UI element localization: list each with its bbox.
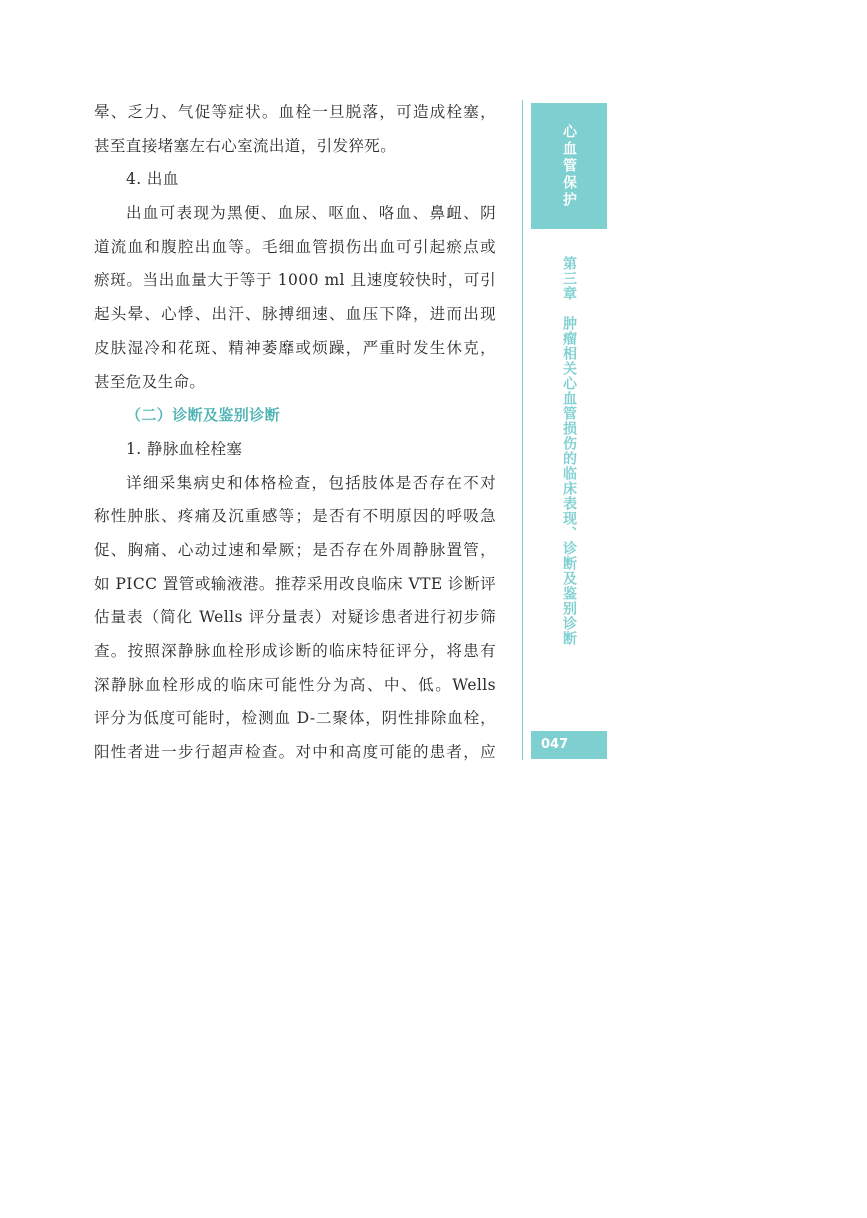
section-tab-label: 心血管保护 bbox=[561, 123, 577, 209]
text-line: 称性肿胀、疼痛及沉重感等；是否有不明原因的呼吸急 bbox=[94, 507, 496, 526]
text-line: 阳性者进一步行超声检查。对中和高度可能的患者，应 bbox=[94, 743, 496, 762]
text-line: 估量表（简化 Wells 评分量表）对疑诊患者进行初步筛 bbox=[94, 608, 496, 627]
text-line: 出血可表现为黑便、血尿、呕血、咯血、鼻衄、阴 bbox=[126, 204, 496, 223]
chapter-title-label: 第三章 肿瘤相关心血管损伤的临床表现、诊断及鉴别诊断 bbox=[561, 256, 577, 646]
text-line: 详细采集病史和体格检查，包括肢体是否存在不对 bbox=[126, 473, 496, 492]
text-line: 晕、乏力、气促等症状。血栓一旦脱落，可造成栓塞， bbox=[94, 103, 496, 121]
text-line: 深静脉血栓形成的临床可能性分为高、中、低。Wells bbox=[94, 675, 496, 694]
text-line: 促、胸痛、心动过速和晕厥；是否存在外周静脉置管， bbox=[94, 540, 496, 559]
text-line: 瘀斑。当出血量大于等于 1000 ml 且速度较快时，可引 bbox=[94, 271, 496, 290]
text-line: 道流血和腹腔出血等。毛细血管损伤出血可引起瘀点或 bbox=[94, 237, 496, 256]
text-line: 查。按照深静脉血栓形成诊断的临床特征评分，将患有 bbox=[94, 642, 496, 660]
text-line: 评分为低度可能时，检测血 D-二聚体，阴性排除血栓， bbox=[94, 709, 496, 728]
chapter-title bbox=[531, 256, 607, 656]
body-text bbox=[94, 96, 496, 770]
section-tab bbox=[531, 103, 607, 229]
text-line: 起头晕、心悸、出汗、脉搏细速、血压下降，进而出现 bbox=[94, 305, 496, 324]
text-line: 甚至直接堵塞左右心室流出道，引发猝死。 bbox=[94, 136, 397, 155]
section-heading: （二）诊断及鉴别诊断 bbox=[126, 406, 281, 425]
text-line: 如 PICC 置管或输液港。推荐采用改良临床 VTE 诊断评 bbox=[94, 574, 496, 593]
subheading-vte: 1. 静脉血栓栓塞 bbox=[126, 439, 243, 458]
margin-divider bbox=[522, 100, 523, 760]
text-line: 皮肤湿冷和花斑、精神萎靡或烦躁，严重时发生休克， bbox=[94, 338, 496, 357]
subheading-bleeding: 4. 出血 bbox=[126, 170, 179, 189]
page-number: 047 bbox=[531, 731, 607, 759]
text-line: 甚至危及生命。 bbox=[94, 372, 206, 391]
